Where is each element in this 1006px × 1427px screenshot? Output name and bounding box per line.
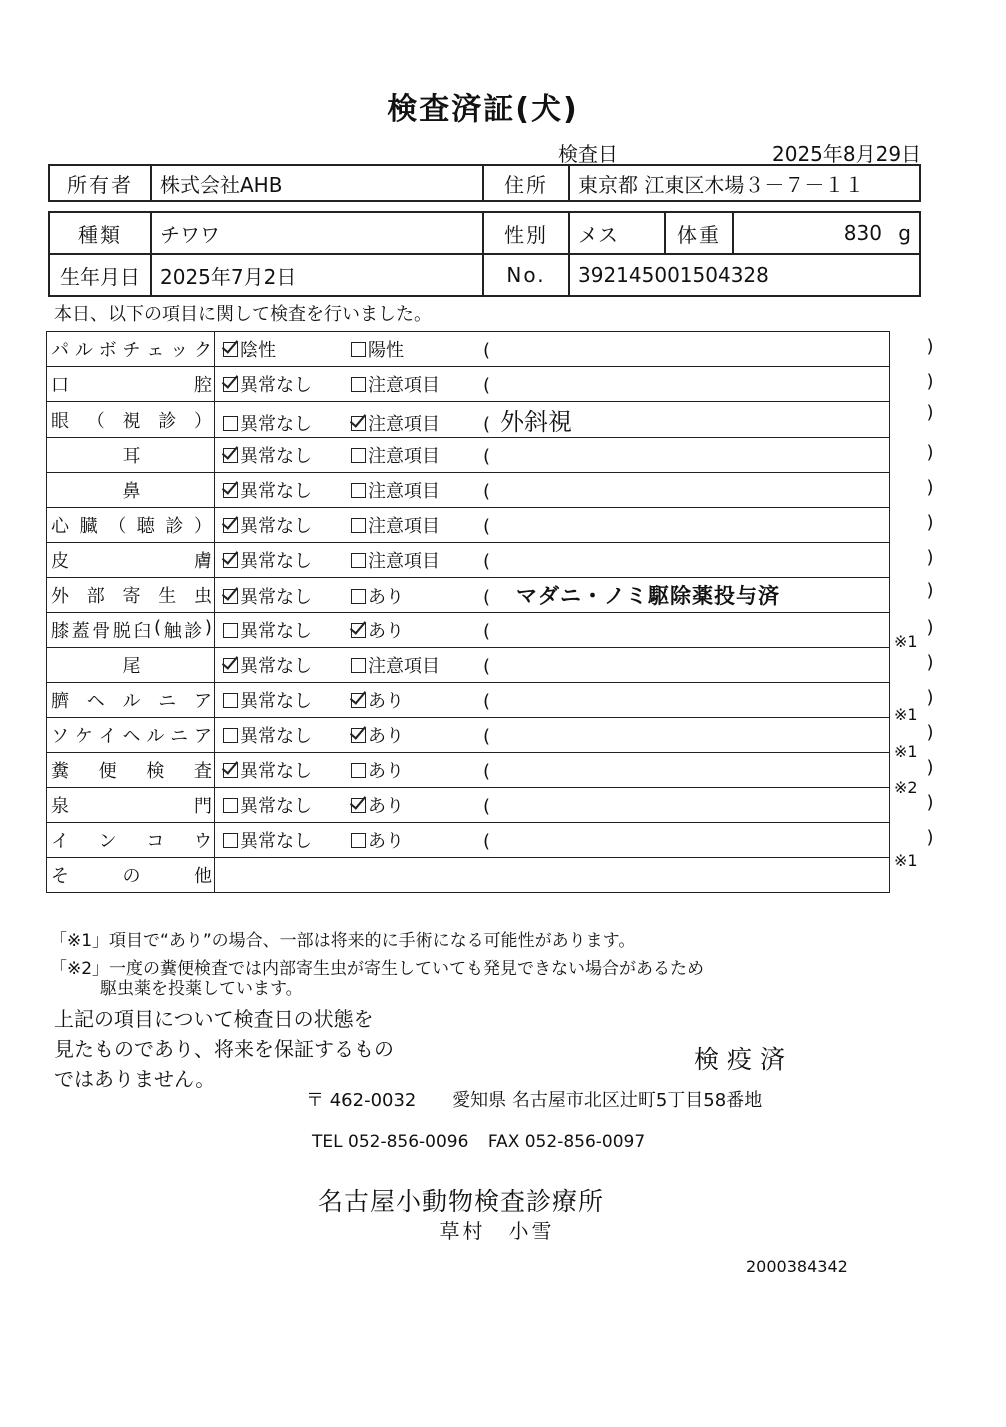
checkbox-icon[interactable] — [223, 798, 238, 813]
checked-box-icon[interactable] — [223, 377, 238, 392]
sex-label: 性別 — [483, 212, 569, 254]
declaration-line: 見たものであり、将来を保証するもの — [54, 1037, 394, 1061]
checked-box-icon[interactable] — [223, 763, 238, 778]
item-char: 糞 — [51, 761, 69, 782]
declaration — [54, 1004, 394, 1094]
item-char: ル — [74, 340, 93, 361]
check-result: 異常なし 注意項目 ( ) — [215, 648, 890, 683]
item-char: 査 — [193, 761, 212, 782]
option-b-label: 注意項目 — [368, 551, 440, 572]
check-result: 異常なし 注意項目 ( ) — [215, 473, 890, 508]
checked-box-icon[interactable] — [223, 518, 238, 533]
checked-box-icon[interactable] — [223, 448, 238, 463]
check-item-text — [51, 512, 212, 538]
item-char: コ — [146, 831, 165, 852]
option-b-label: 注意項目 — [368, 481, 440, 502]
option-a[interactable] — [223, 617, 351, 643]
check-item-text — [51, 792, 212, 818]
option-a-label: 異常なし — [240, 796, 312, 817]
option-a[interactable] — [223, 512, 351, 538]
item-char: 生 — [158, 586, 177, 607]
option-a[interactable] — [223, 477, 351, 503]
option-b-label: あり — [368, 691, 404, 712]
declaration-line: ではありません。 — [54, 1067, 216, 1091]
item-char: 泉 — [51, 796, 69, 817]
checkbox-icon[interactable] — [351, 589, 366, 604]
check-result: 異常なし あり ( ) — [215, 753, 890, 788]
check-item-label — [47, 613, 215, 648]
option-a-label: 異常なし — [240, 551, 312, 572]
check-item-text: 耳 — [122, 446, 141, 467]
option-b[interactable] — [351, 583, 479, 609]
clinic-fax: FAX 052-856-0097 — [487, 1132, 646, 1152]
check-row — [47, 823, 890, 858]
check-item-label — [47, 718, 215, 753]
check-item-text: 鼻 — [122, 481, 141, 502]
option-b[interactable] — [351, 371, 479, 397]
option-b-label: 注意項目 — [368, 414, 440, 435]
checkbox-icon[interactable] — [351, 518, 366, 533]
option-a-label: 異常なし — [240, 761, 312, 782]
item-char: ェ — [146, 340, 165, 361]
check-result: 異常なし あり ( ) — [215, 683, 890, 718]
item-char: 脱 — [112, 621, 131, 642]
option-b-label: 注意項目 — [368, 446, 440, 467]
weight-value: 830 — [843, 221, 882, 245]
note-1: 「※1」項目で“あり”の場合、一部は将来的に手術になる可能性があります。 — [50, 931, 636, 951]
option-b[interactable] — [351, 792, 479, 818]
item-char: 他 — [194, 866, 212, 887]
option-a-label: 異常なし — [240, 587, 312, 608]
option-b-label: 注意項目 — [368, 656, 440, 677]
option-a[interactable] — [223, 687, 351, 713]
remark-open-paren: ( — [483, 796, 491, 817]
checked-box-icon[interactable] — [351, 623, 366, 638]
check-item-label — [47, 578, 215, 613]
option-b[interactable] — [351, 442, 479, 468]
clinic-address: 愛知県 名古屋市北区辻町5丁目58番地 — [452, 1090, 763, 1111]
item-char: ル — [122, 691, 141, 712]
check-item-label — [47, 508, 215, 543]
checkbox-icon[interactable] — [223, 623, 238, 638]
item-char: 部 — [86, 586, 105, 607]
item-char: ヘ — [86, 691, 105, 712]
item-char: ウ — [193, 831, 212, 852]
option-b-label: あり — [368, 796, 404, 817]
document-title: 検査済証(犬) — [387, 92, 579, 127]
intro-text: 本日、以下の項目に関して検査を行いました。 — [54, 304, 432, 325]
clinic-name: 名古屋小動物検査診療所 — [317, 1187, 604, 1216]
checkbox-icon[interactable] — [351, 483, 366, 498]
item-char: 視 — [122, 410, 141, 432]
check-item-label — [47, 648, 215, 683]
option-b[interactable] — [351, 757, 479, 783]
remark-open-paren: ( — [483, 761, 491, 782]
option-a-label: 異常なし — [240, 414, 312, 435]
sex-value: メス — [569, 212, 665, 254]
check-result: 異常なし あり ( ) — [215, 823, 890, 858]
item-char: ) — [204, 617, 212, 638]
check-item-text — [51, 582, 212, 608]
item-char: ソ — [51, 726, 69, 747]
check-item-label — [47, 367, 215, 402]
owner-table — [48, 164, 921, 202]
check-row — [47, 367, 890, 402]
check-row — [47, 648, 890, 683]
remark-open-paren: ( — [483, 621, 491, 642]
option-a[interactable] — [223, 583, 351, 609]
checkbox-icon[interactable] — [223, 416, 238, 431]
remark-open-paren: ( — [483, 375, 491, 396]
check-result: 異常なし あり ( ) — [215, 788, 890, 823]
other-label-text — [51, 862, 212, 888]
option-b-label: あり — [368, 726, 404, 747]
item-char: ア — [193, 726, 212, 747]
option-b[interactable] — [351, 722, 479, 748]
check-result: 異常なし 注意項目 ( ) — [215, 438, 890, 473]
no-label: No. — [483, 254, 569, 296]
check-row — [47, 753, 890, 788]
checkbox-icon[interactable] — [223, 833, 238, 848]
option-a-label: 異常なし — [240, 446, 312, 467]
option-b-label: あり — [368, 587, 404, 608]
footnote-mark: ※1 — [894, 741, 918, 761]
check-item-text — [51, 547, 212, 573]
checked-box-icon[interactable] — [351, 728, 366, 743]
item-char: ッ — [170, 340, 189, 361]
checkbox-icon[interactable] — [223, 693, 238, 708]
veterinarian-name: 草村 小雪 — [439, 1219, 555, 1243]
checkbox-icon[interactable] — [351, 658, 366, 673]
check-row — [47, 438, 890, 473]
option-a-label: 異常なし — [240, 516, 312, 537]
option-b-label: あり — [368, 621, 404, 642]
clinic-address-line — [306, 1086, 762, 1112]
option-b[interactable] — [351, 410, 479, 436]
remark-open-paren: ( — [483, 726, 491, 747]
checked-box-icon[interactable] — [223, 553, 238, 568]
checked-box-icon[interactable] — [223, 589, 238, 604]
checked-box-icon[interactable] — [351, 798, 366, 813]
item-char: の — [122, 866, 141, 887]
check-item-label — [47, 753, 215, 788]
option-b[interactable] — [351, 617, 479, 643]
check-item-text — [51, 336, 212, 362]
checked-box-icon[interactable] — [351, 416, 366, 431]
option-b-label: あり — [368, 831, 404, 852]
item-char: 骨 — [92, 621, 111, 642]
check-result: 陰性 陽性 ( ) — [215, 332, 890, 367]
footnote-mark: ※1 — [894, 705, 918, 724]
item-char: 眼 — [51, 410, 69, 432]
check-result: 異常なし 注意項目 ( ) — [215, 367, 890, 402]
item-char: イ — [98, 726, 117, 747]
item-char: イ — [51, 831, 69, 852]
exam-date-value: 2025年8月29日 — [772, 142, 922, 166]
checked-box-icon[interactable] — [223, 483, 238, 498]
checkbox-icon[interactable] — [351, 553, 366, 568]
check-item-text — [51, 827, 212, 853]
check-result: 異常なし あり ( マダニ・ノミ駆除薬投与済 ) — [215, 578, 890, 613]
item-char: ） — [194, 410, 212, 432]
owner-value: 株式会社AHB — [151, 165, 483, 201]
item-char: 虫 — [194, 586, 212, 607]
option-a[interactable] — [223, 827, 351, 853]
birth-label: 生年月日 — [49, 254, 151, 296]
option-a-label: 異常なし — [240, 656, 312, 677]
remark-open-paren: ( — [483, 551, 491, 572]
option-b-label: 注意項目 — [368, 516, 440, 537]
item-char: 口 — [51, 375, 69, 396]
check-item-text — [51, 617, 212, 643]
item-char: 診 — [184, 621, 203, 642]
check-item-label — [47, 332, 215, 367]
option-b[interactable] — [351, 512, 479, 538]
footnote-mark: ※1 — [894, 631, 918, 651]
item-char: 診 — [165, 516, 184, 537]
remark-open-paren: ( — [483, 414, 491, 435]
check-result: 異常なし 注意項目 ( ) — [215, 508, 890, 543]
checkbox-icon[interactable] — [351, 377, 366, 392]
item-char: 外 — [51, 586, 69, 607]
option-a-label: 陰性 — [240, 340, 276, 361]
check-item-text — [51, 722, 212, 748]
check-row — [47, 402, 890, 438]
option-a[interactable] — [223, 547, 351, 573]
check-result: 異常なし 注意項目 ( 外斜視 ) — [215, 402, 890, 438]
option-a-label: 異常なし — [240, 831, 312, 852]
item-char: ン — [98, 831, 117, 852]
option-a-label: 異常なし — [240, 621, 312, 642]
option-b[interactable] — [351, 652, 479, 678]
check-item-text — [51, 407, 212, 433]
item-char: 聴 — [136, 516, 155, 537]
exam-date-label: 検査日 — [558, 142, 618, 166]
item-char: 皮 — [51, 551, 69, 572]
check-item-label — [47, 788, 215, 823]
checked-box-icon[interactable] — [223, 342, 238, 357]
checkbox-icon[interactable] — [351, 763, 366, 778]
item-char: パ — [51, 340, 69, 361]
item-char: 便 — [98, 761, 117, 782]
checked-box-icon[interactable] — [223, 658, 238, 673]
item-char: 蓋 — [71, 621, 90, 642]
footnote-mark: ※2 — [894, 778, 918, 798]
option-a[interactable] — [223, 757, 351, 783]
quarantine-stamp: 検疫済 — [694, 1045, 794, 1074]
weight-label: 体重 — [665, 212, 733, 254]
option-a-label: 異常なし — [240, 691, 312, 712]
check-item-label — [47, 683, 215, 718]
option-b[interactable] — [351, 827, 479, 853]
item-char: ヘ — [122, 726, 141, 747]
check-row-other — [47, 858, 890, 893]
check-item-label — [47, 402, 215, 438]
item-char: 門 — [194, 796, 212, 817]
checkbox-icon[interactable] — [223, 728, 238, 743]
item-char: ク — [193, 340, 212, 361]
check-item-label — [47, 543, 215, 578]
remark-open-paren: ( — [483, 691, 491, 712]
item-char: （ — [86, 410, 105, 432]
option-a-label: 異常なし — [240, 726, 312, 747]
item-char: 臼 — [133, 621, 152, 642]
check-row — [47, 543, 890, 578]
checkbox-icon[interactable] — [351, 833, 366, 848]
item-char: ） — [193, 516, 212, 537]
remark-open-paren: ( — [483, 481, 491, 502]
check-result: 異常なし 注意項目 ( ) — [215, 543, 890, 578]
item-char: 心 — [51, 516, 69, 537]
item-char: ル — [146, 726, 165, 747]
address-label: 住所 — [483, 165, 569, 201]
remark-open-paren: ( — [483, 831, 491, 852]
option-a[interactable] — [223, 792, 351, 818]
check-row — [47, 508, 890, 543]
option-a[interactable] — [223, 410, 351, 436]
check-row — [47, 718, 890, 753]
remark-open-paren: ( — [483, 340, 491, 361]
other-value — [215, 858, 890, 893]
weight-unit: g — [898, 221, 911, 245]
option-a[interactable] — [223, 336, 351, 362]
check-row — [47, 613, 890, 648]
item-char: 腔 — [194, 375, 212, 396]
address-value: 東京都 江東区木場３－７－１１ — [569, 165, 920, 201]
clinic-tel: TEL 052-856-0096 — [312, 1132, 469, 1152]
remark-text: 外斜視 — [500, 408, 573, 436]
owner-label: 所有者 — [49, 165, 151, 201]
check-item-text — [51, 757, 212, 783]
item-char: 寄 — [122, 586, 141, 607]
item-char: 診 — [158, 410, 177, 432]
item-char: 膝 — [51, 621, 69, 642]
option-a[interactable] — [223, 442, 351, 468]
check-row — [47, 683, 890, 718]
option-a-label: 異常なし — [240, 481, 312, 502]
declaration-line: 上記の項目について検査日の状態を — [54, 1007, 374, 1031]
check-item-text — [51, 687, 212, 713]
item-char: ニ — [170, 726, 189, 747]
item-char: 検 — [146, 761, 165, 782]
dog-table — [48, 211, 921, 297]
check-row — [47, 473, 890, 508]
note-2-continued: 駆虫薬を投薬しています。 — [100, 979, 303, 999]
option-b-label: あり — [368, 761, 404, 782]
item-char: ボ — [98, 340, 117, 361]
item-char: ニ — [158, 691, 177, 712]
weight-field — [733, 212, 920, 254]
item-char: 臍 — [51, 691, 69, 712]
option-b-label: 陽性 — [368, 340, 404, 361]
check-row — [47, 578, 890, 613]
remark-open-paren: ( — [483, 446, 491, 467]
item-char: （ — [108, 516, 127, 537]
item-char: ア — [194, 691, 212, 712]
item-char: 触 — [163, 621, 182, 642]
breed-label: 種類 — [49, 212, 151, 254]
remark-open-paren: ( — [483, 516, 491, 537]
check-item-label — [47, 438, 215, 473]
option-a-label: 異常なし — [240, 375, 312, 396]
check-item-label — [47, 823, 215, 858]
item-char: 膚 — [194, 551, 212, 572]
option-b-label: 注意項目 — [368, 375, 440, 396]
item-char: ( — [154, 617, 162, 638]
check-result: 異常なし あり ( ) — [215, 718, 890, 753]
clinic-contact-line — [312, 1132, 645, 1152]
item-char: チ — [122, 340, 141, 361]
option-b[interactable] — [351, 477, 479, 503]
option-a[interactable] — [223, 652, 351, 678]
footnote-mark: ※1 — [894, 851, 918, 871]
remark-text: マダニ・ノミ駆除薬投与済 — [516, 584, 781, 608]
remark-open-paren: ( — [483, 656, 491, 677]
note-2: 「※2」一度の糞便検査では内部寄生虫が寄生していても発見できない場合があるため — [50, 959, 705, 979]
birth-value: 2025年7月2日 — [151, 254, 483, 296]
check-item-label — [47, 473, 215, 508]
document-number: 2000384342 — [746, 1257, 848, 1276]
option-b[interactable] — [351, 336, 479, 362]
check-result: 異常なし あり ( ) — [215, 613, 890, 648]
option-a[interactable] — [223, 722, 351, 748]
item-char: 臓 — [79, 516, 98, 537]
remark-open-paren: ( — [483, 587, 491, 608]
checkbox-icon[interactable] — [351, 448, 366, 463]
check-row — [47, 332, 890, 367]
postal-code: 〒 462-0032 — [306, 1090, 417, 1111]
check-item-text: 尾 — [122, 656, 141, 677]
other-label — [47, 858, 215, 893]
check-table — [46, 331, 934, 893]
checkbox-icon[interactable] — [351, 342, 366, 357]
option-a[interactable] — [223, 371, 351, 397]
no-value: 392145001504328 — [569, 254, 920, 296]
check-item-text — [51, 371, 212, 397]
breed-value: チワワ — [151, 212, 483, 254]
item-char: そ — [51, 866, 69, 887]
option-b[interactable] — [351, 687, 479, 713]
check-row — [47, 788, 890, 823]
option-b[interactable] — [351, 547, 479, 573]
item-char: ケ — [74, 726, 93, 747]
checked-box-icon[interactable] — [351, 693, 366, 708]
